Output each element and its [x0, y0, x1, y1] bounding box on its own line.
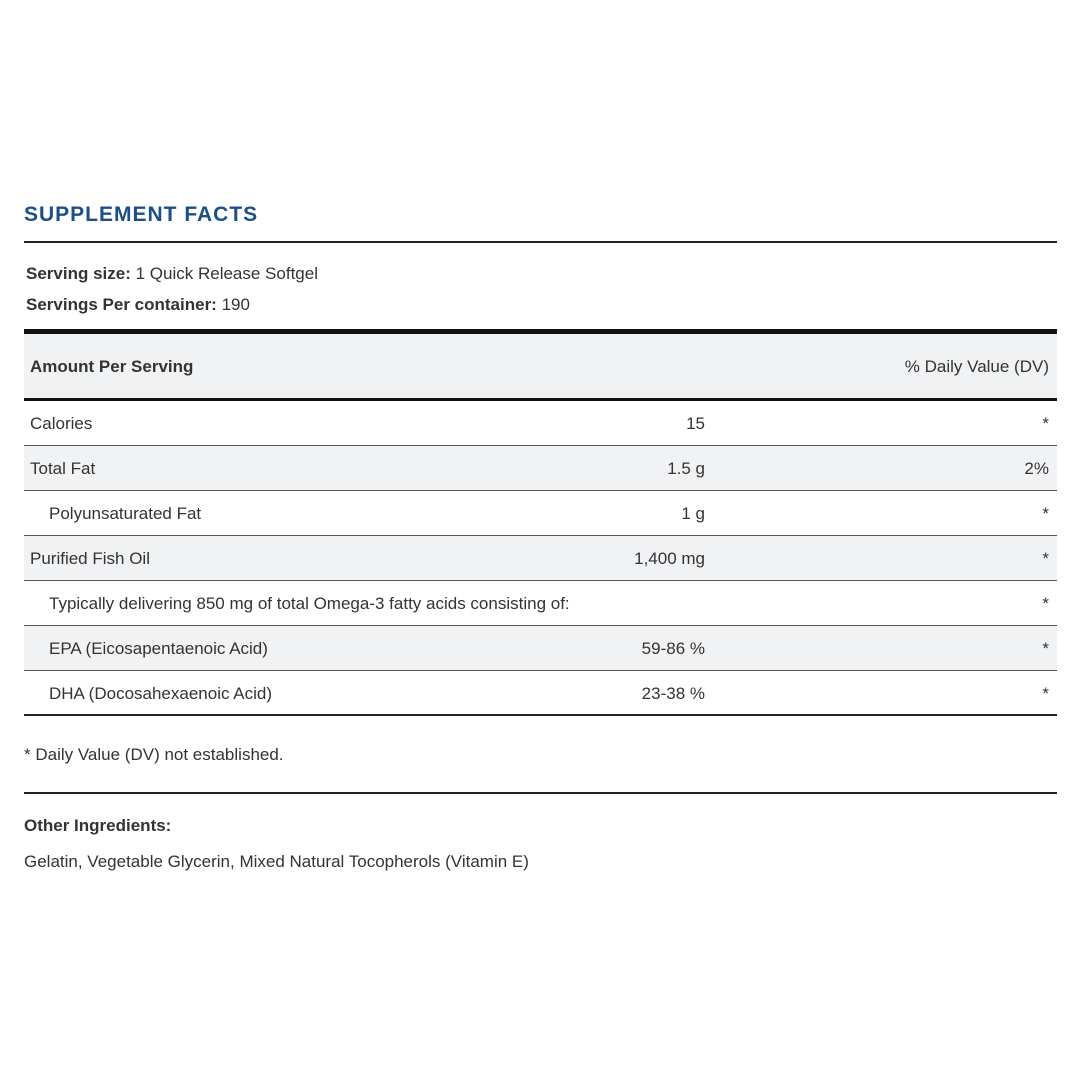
row-name: Polyunsaturated Fat [49, 504, 202, 523]
servings-per-container-label: Servings Per container: [26, 295, 217, 314]
row-daily-value: * [1042, 594, 1049, 613]
servings-per-container-value: 190 [221, 295, 250, 314]
row-amount: 1,400 mg [634, 549, 705, 568]
bottom-divider [24, 792, 1057, 794]
row-name: Typically delivering 850 mg of total Omega-3 fatty acids consisting of: [49, 594, 570, 613]
table-row-polyunsaturated-fat [24, 491, 1057, 536]
row-daily-value: * [1042, 639, 1049, 658]
servings-per-container-line [26, 289, 318, 320]
facts-table [24, 329, 1057, 716]
row-amount: 1.5 g [667, 459, 705, 478]
header-amount-per-serving: Amount Per Serving [30, 357, 194, 376]
table-row-total-fat [24, 446, 1057, 491]
row-daily-value: * [1042, 414, 1049, 433]
row-daily-value: 2% [1024, 459, 1049, 478]
table-row-calories [24, 401, 1057, 446]
row-name: EPA (Eicosapentaenoic Acid) [49, 639, 268, 658]
table-row-omega3-note [24, 581, 1057, 626]
table-row-purified-fish-oil [24, 536, 1057, 581]
row-name: DHA (Docosahexaenoic Acid) [49, 684, 273, 703]
header-daily-value: % Daily Value (DV) [904, 357, 1049, 376]
top-divider [24, 241, 1057, 243]
row-daily-value: * [1042, 684, 1049, 703]
row-name: Calories [30, 414, 93, 433]
daily-value-footnote: * Daily Value (DV) not established. [24, 745, 284, 764]
serving-size-line [26, 258, 318, 289]
row-amount: 59-86 % [641, 639, 705, 658]
other-ingredients-label: Other Ingredients: [24, 816, 172, 835]
serving-size-label: Serving size: [26, 264, 131, 283]
other-ingredients-text: Gelatin, Vegetable Glycerin, Mixed Natural Tocopherols (Vitamin E) [24, 852, 529, 871]
table-header [24, 329, 1057, 401]
serving-info [26, 258, 318, 320]
row-daily-value: * [1042, 549, 1049, 568]
serving-size-value: 1 Quick Release Softgel [135, 264, 318, 283]
row-amount: 1 g [681, 504, 705, 523]
row-name: Total Fat [30, 459, 96, 478]
page-title: SUPPLEMENT FACTS [24, 203, 259, 226]
row-amount: 15 [686, 414, 705, 433]
row-daily-value: * [1042, 504, 1049, 523]
row-name: Purified Fish Oil [30, 549, 150, 568]
table-row-epa [24, 626, 1057, 671]
row-amount: 23-38 % [641, 684, 705, 703]
table-row-dha [24, 671, 1057, 716]
